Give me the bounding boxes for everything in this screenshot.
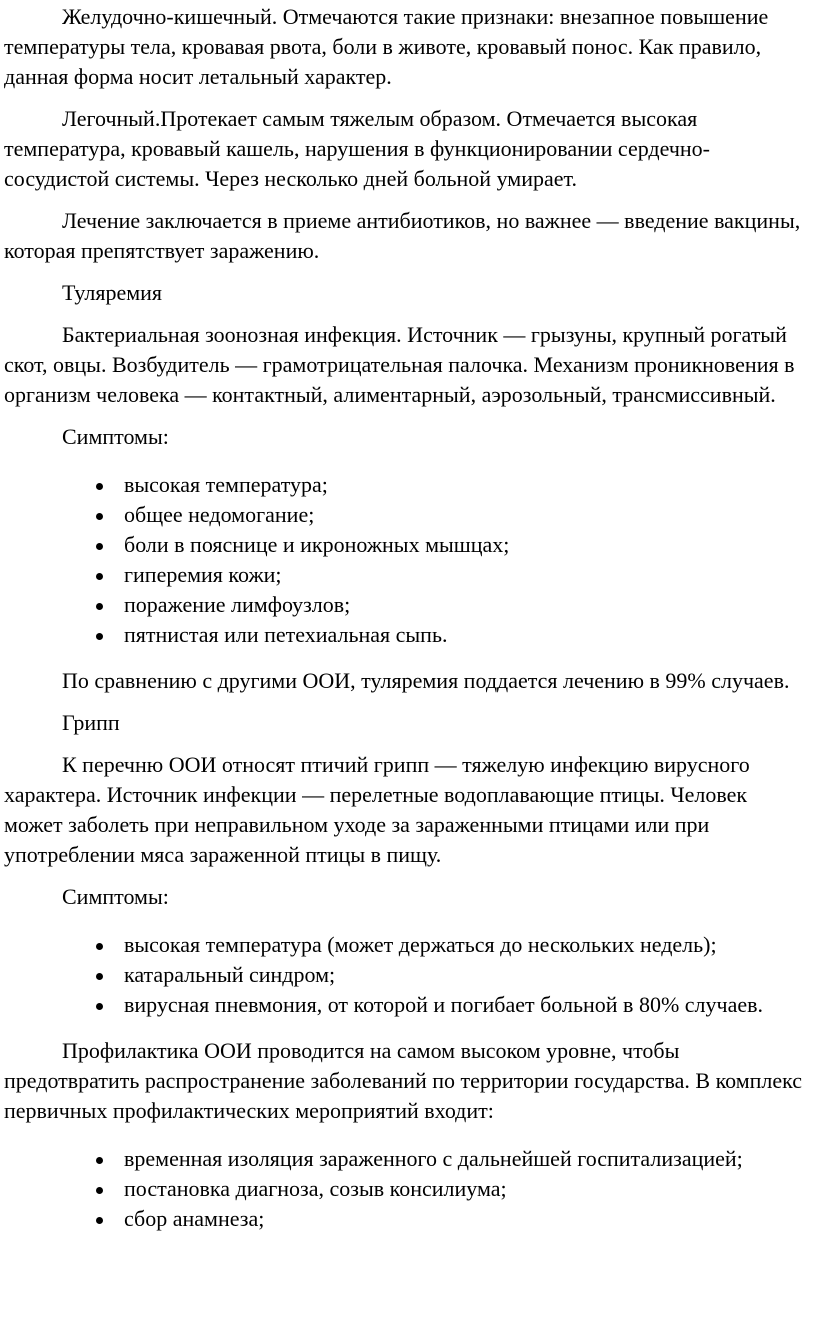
- list-item: боли в пояснице и икроножных мышцах;: [4, 530, 810, 560]
- paragraph-pulmonary: Легочный.Протекает самым тяжелым образом. Отмечается высокая температура, кровавый кашель, нарушения в функционировании сердечно-сосудистой системы. Через несколько дней больной умирает.: [4, 106, 710, 191]
- list-item: вирусная пневмония, от которой и погибает больной в 80% случаев.: [4, 990, 810, 1020]
- paragraph-flu-description: К перечню ООИ относят птичий грипп — тяжелую инфекцию вирусного характера. Источник инфекции — перелетные водоплавающие птицы. Человек может заболеть при неправильном уходе за зараженными птицами или при употреблении мяса зараженной птицы в пищу.: [4, 752, 750, 867]
- list-tularemia-symptoms: [4, 470, 810, 650]
- list-item: высокая температура;: [4, 470, 810, 500]
- bullet-icon: [92, 1144, 106, 1174]
- list-prevention-measures: [4, 1144, 810, 1234]
- heading-tularemia: Туляремия: [62, 280, 163, 305]
- list-item: поражение лимфоузлов;: [4, 590, 810, 620]
- list-item: высокая температура (может держаться до нескольких недель);: [4, 930, 810, 960]
- bullet-icon: [92, 990, 106, 1020]
- paragraph-treatment: Лечение заключается в приеме антибиотиков, но важнее — введение вакцины, которая препятствует заражению.: [4, 208, 801, 263]
- bullet-icon: [92, 930, 106, 960]
- bullet-icon: [92, 470, 106, 500]
- label-symptoms-tularemia: Симптомы:: [62, 424, 169, 449]
- bullet-icon: [92, 620, 106, 650]
- list-item: постановка диагноза, созыв консилиума;: [4, 1174, 810, 1204]
- bullet-icon: [92, 530, 106, 560]
- paragraph-tularemia-treatment: По сравнению с другими ООИ, туляремия поддается лечению в 99% случаев.: [62, 668, 790, 693]
- list-item: пятнистая или петехиальная сыпь.: [4, 620, 810, 650]
- paragraph-prevention: Профилактика ООИ проводится на самом высоком уровне, чтобы предотвратить распространение заболеваний по территории государства. В комплекс первичных профилактических мероприятий входит:: [4, 1038, 803, 1123]
- heading-flu: Грипп: [62, 710, 120, 735]
- bullet-icon: [92, 560, 106, 590]
- bullet-icon: [92, 1204, 106, 1234]
- bullet-icon: [92, 1174, 106, 1204]
- list-item: временная изоляция зараженного с дальнейшей госпитализацией;: [4, 1144, 810, 1174]
- list-item: катаральный синдром;: [4, 960, 810, 990]
- bullet-icon: [92, 960, 106, 990]
- list-item: гиперемия кожи;: [4, 560, 810, 590]
- paragraph-tularemia-description: Бактериальная зоонозная инфекция. Источник — грызуны, крупный рогатый скот, овцы. Возбудитель — грамотрицательная палочка. Механизм проникновения в организм человека — контактный, алиментарный, аэрозольный, трансмиссивный.: [4, 322, 795, 407]
- bullet-icon: [92, 590, 106, 620]
- list-item: общее недомогание;: [4, 500, 810, 530]
- paragraph-gastrointestinal: Желудочно-кишечный. Отмечаются такие признаки: внезапное повышение температуры тела, кровавая рвота, боли в животе, кровавый понос. Как правило, данная форма носит летальный характер.: [4, 4, 769, 89]
- list-item: сбор анамнеза;: [4, 1204, 810, 1234]
- bullet-icon: [92, 500, 106, 530]
- list-flu-symptoms: [4, 930, 810, 1020]
- label-symptoms-flu: Симптомы:: [62, 884, 169, 909]
